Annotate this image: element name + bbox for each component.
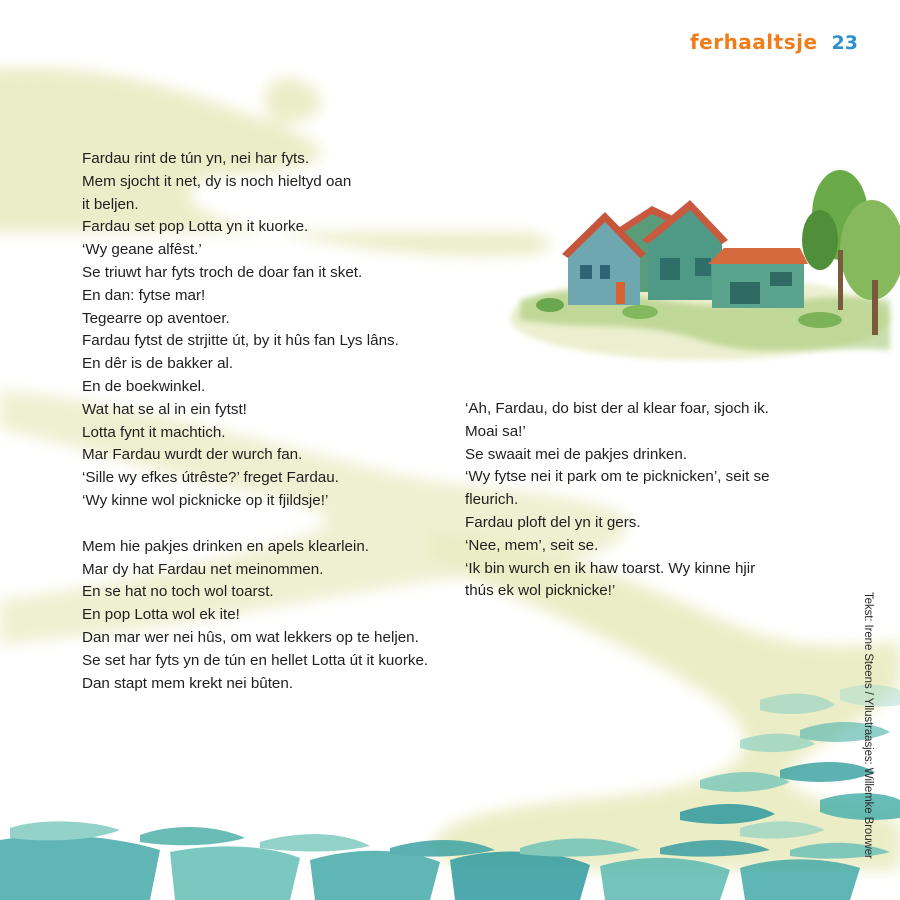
story-line: Mar Fardau wurdt der wurch fan.: [82, 446, 303, 464]
story-line: Fardau fytst de strjitte út, by it hûs fan Lys lâns.: [82, 332, 399, 350]
story-line: Se set har fyts yn de tún en hellet Lotta út it kuorke.: [82, 651, 429, 669]
story-line: Se swaait mei de pakjes drinken.: [465, 445, 688, 463]
story-left-column: [82, 148, 454, 695]
story-right-column: [465, 398, 795, 603]
section-label: ferhaaltsje: [689, 30, 818, 54]
story-line: ‘Wy fytse nei it park om te picknicken’, seit se: [465, 468, 770, 486]
paragraph-break: [82, 513, 454, 536]
story-line: ‘Sille wy efkes útrêste?’ freget Fardau.: [82, 469, 339, 487]
story-line: ‘Wy kinne wol picknicke op it fjildsje!’: [82, 491, 329, 509]
story-line: ‘Nee, mem’, seit se.: [465, 536, 599, 554]
story-line: ‘Wy geane alfêst.’: [82, 241, 202, 259]
page-header: [690, 30, 858, 54]
story-line: En se hat no toch wol toarst.: [82, 583, 274, 601]
story-line: Tegearre op aventoer.: [82, 309, 230, 327]
story-line: ‘Ah, Fardau, do bist der al klear foar, sjoch ik.: [465, 400, 769, 417]
story-line: Mem sjocht it net, dy is noch hieltyd oan: [82, 172, 352, 190]
story-line: Fardau ploft del yn it gers.: [465, 513, 641, 531]
story-line: Fardau set pop Lotta yn it kuorke.: [82, 218, 309, 236]
story-line: Mar dy hat Fardau net meinommen.: [82, 560, 324, 578]
credits-text: Tekst: Irene Steens / Yllustraasjes: Willemke Brouwer: [862, 592, 874, 859]
story-line: Wat hat se al in ein fytst!: [82, 400, 247, 418]
story-line: Lotta fynt it machtich.: [82, 423, 226, 441]
story-line: Se triuwt har fyts troch de doar fan it sket.: [82, 263, 363, 281]
story-line: En de boekwinkel.: [82, 377, 206, 395]
story-line: Dan mar wer nei hûs, om wat lekkers op te heljen.: [82, 628, 419, 646]
story-line: thús ek wol picknicke!’: [465, 582, 616, 600]
story-line: Moai sa!’: [465, 422, 526, 440]
story-line: En dêr is de bakker al.: [82, 355, 234, 373]
story-line: En dan: fytse mar!: [82, 286, 206, 304]
houses-illustration: [510, 170, 900, 360]
story-line: En pop Lotta wol ek ite!: [82, 606, 240, 624]
story-line: ‘Ik bin wurch en ik haw toarst. Wy kinne hjir: [465, 559, 756, 577]
story-line: it beljen.: [82, 195, 139, 213]
story-line: Dan stapt mem krekt nei bûten.: [82, 674, 294, 692]
page-number: 23: [831, 32, 858, 54]
story-line: Mem hie pakjes drinken en apels klearlein.: [82, 537, 370, 555]
story-line: Fardau rint de tún yn, nei har fyts.: [82, 150, 310, 167]
story-line: fleurich.: [465, 491, 519, 509]
